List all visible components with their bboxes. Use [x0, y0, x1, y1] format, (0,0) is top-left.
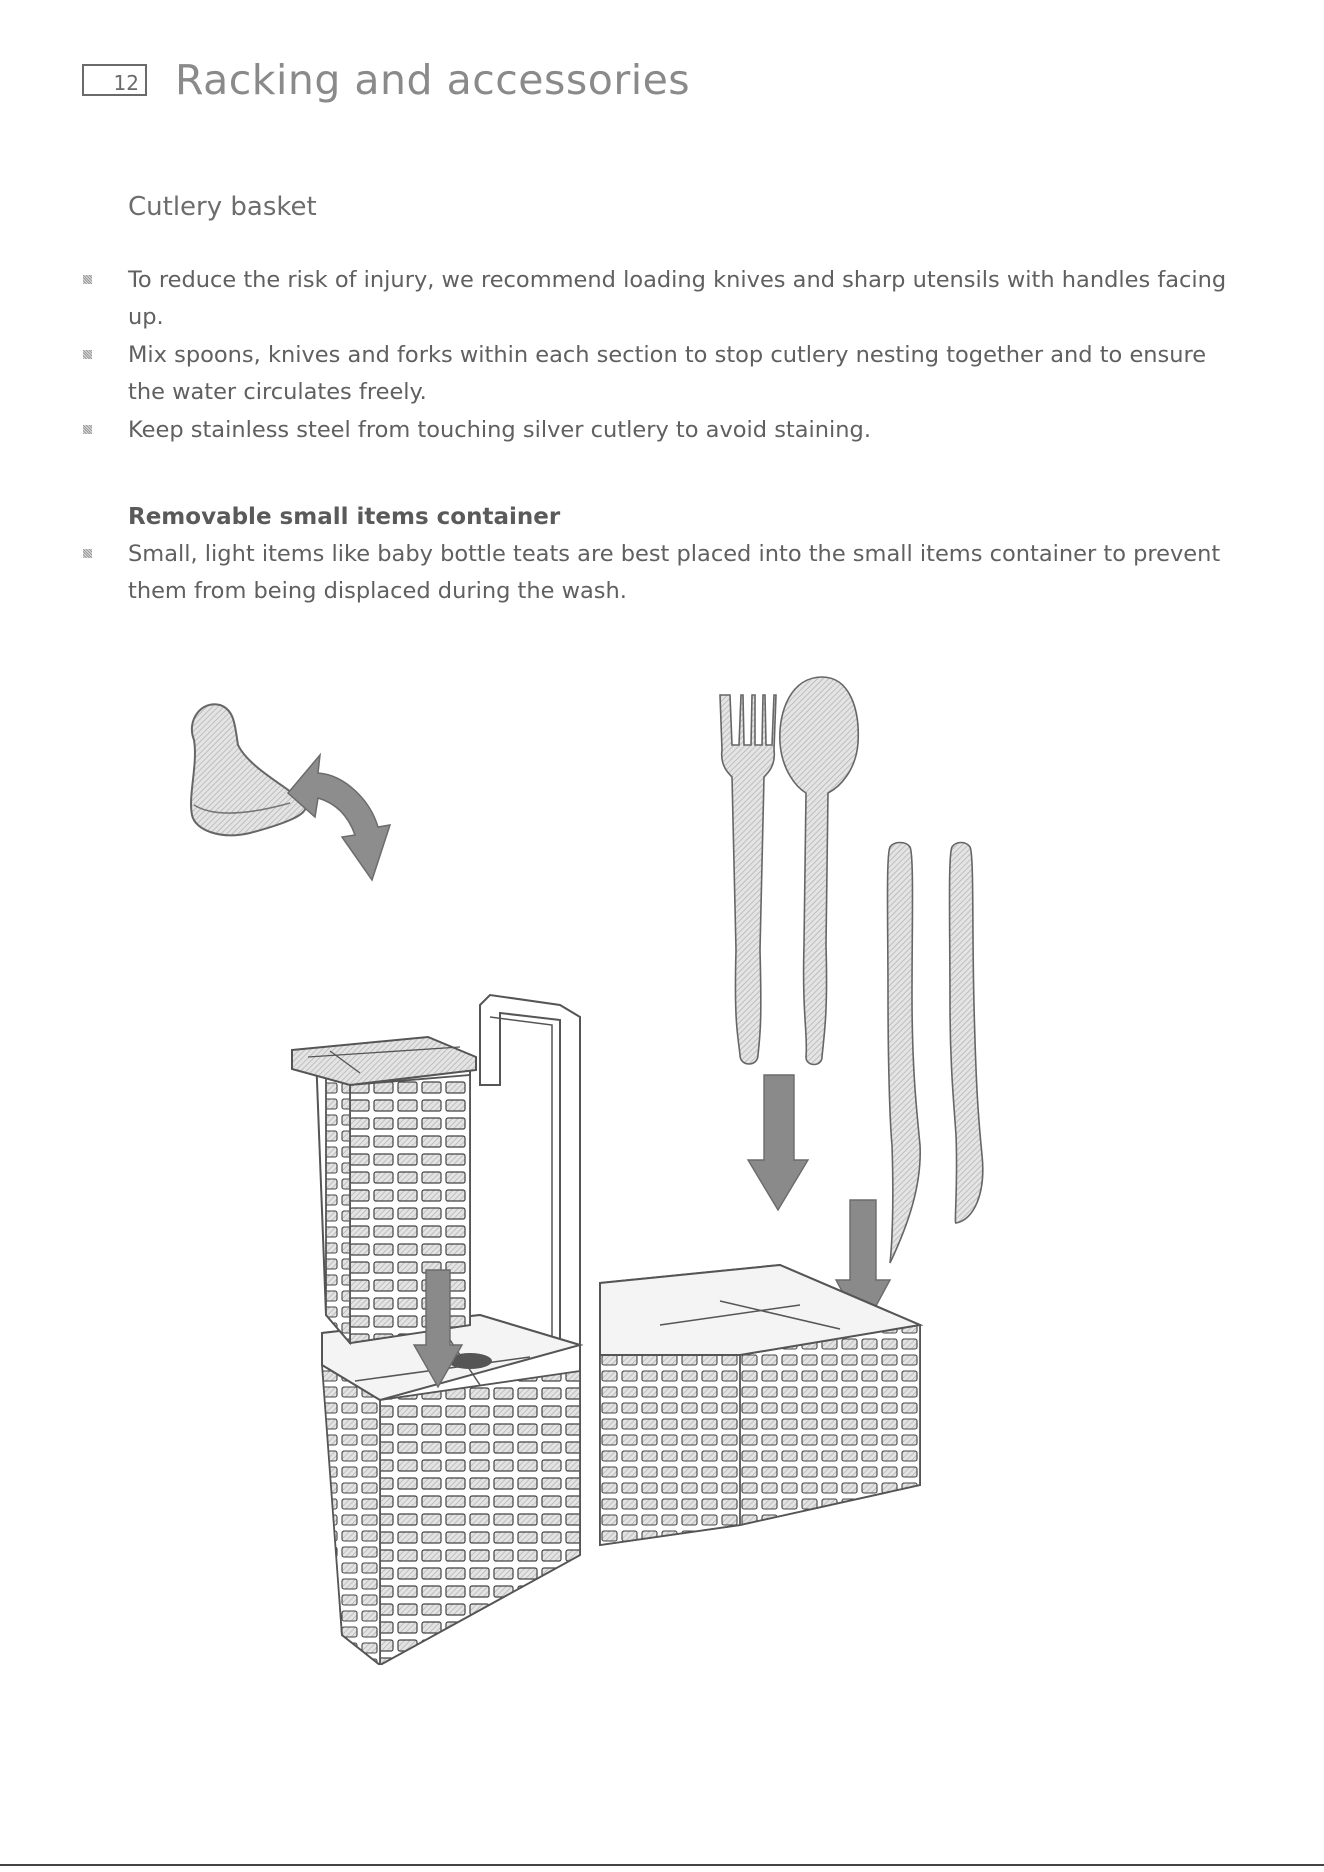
bottom-rule	[0, 1864, 1324, 1866]
bullet-icon	[83, 275, 92, 284]
small-items-heading: Removable small items container	[128, 504, 561, 530]
curved-arrow-icon	[288, 755, 390, 880]
page-number: 12	[113, 71, 139, 95]
bullet-icon	[83, 425, 92, 434]
fork-icon	[720, 695, 776, 1064]
bullet-text: Keep stainless steel from touching silver cutlery to avoid staining.	[128, 417, 871, 443]
cutlery-basket-bullets	[0, 262, 1324, 450]
bullet-icon	[83, 549, 92, 558]
list-item	[0, 337, 1324, 411]
cutlery-basket-icon	[322, 1315, 580, 1665]
knife-icon	[950, 843, 983, 1224]
list-item	[0, 262, 1324, 336]
bullet-text: To reduce the risk of injury, we recommend loading knives and sharp utensils with handles facing up.	[128, 267, 1227, 330]
list-item	[0, 536, 1324, 610]
page-title: Racking and accessories	[175, 55, 691, 104]
small-items-bullets	[0, 536, 1324, 611]
knife-icon	[888, 843, 921, 1264]
arrow-down-icon	[748, 1075, 808, 1210]
bullet-icon	[83, 350, 92, 359]
page-number-box	[82, 64, 147, 96]
page-header	[82, 55, 690, 105]
cutlery-basket-heading: Cutlery basket	[128, 192, 317, 222]
cutlery-basket-illustration	[180, 665, 1020, 1665]
list-item	[0, 412, 1324, 449]
basket-right-compartment	[600, 1265, 920, 1545]
baby-bottle-teat-icon	[191, 704, 306, 835]
spoon-icon	[780, 677, 858, 1065]
bullet-text: Mix spoons, knives and forks within each section to stop cutlery nesting together and to ensure the water circulates freely.	[128, 342, 1207, 405]
bullet-text: Small, light items like baby bottle teats are best placed into the small items container to prevent them from being displaced during the wash.	[128, 541, 1221, 604]
